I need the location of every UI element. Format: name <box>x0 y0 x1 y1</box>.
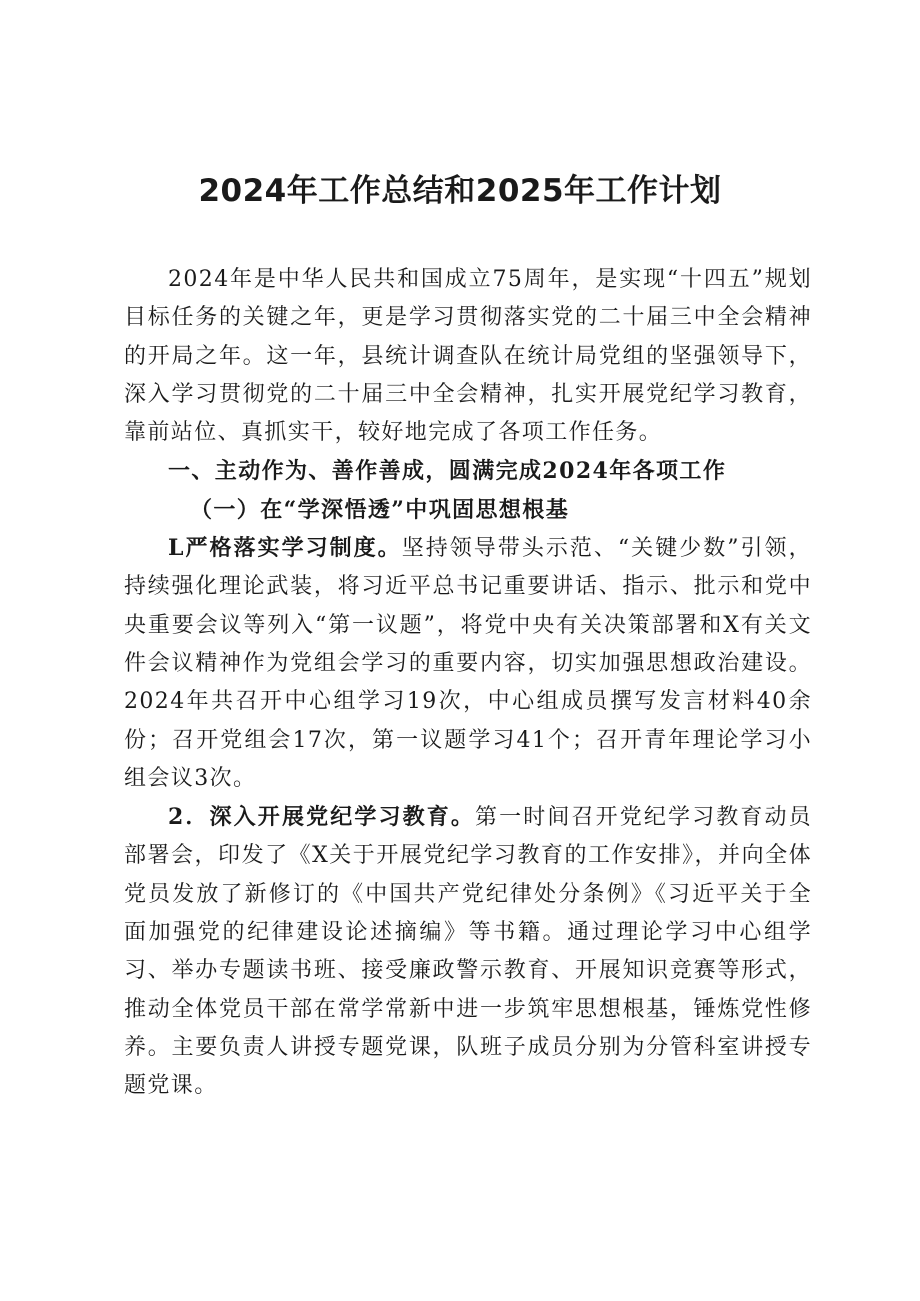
subsection-heading: （一）在“学深悟透”中巩固思想根基 <box>190 496 570 523</box>
document-title: 2024年工作总结和2025年工作计划 <box>198 173 722 209</box>
item-1-paragraph <box>124 529 812 798</box>
item-2-lead: 2．深入开展党纪学习教育。 <box>168 804 475 831</box>
item-2-text: 第一时间召开党纪学习教育动员部署会，印发了《X关于开展党纪学习教育的工作安排》，并向全体党员发放了新修订的《中国共产党纪律处分条例》《习近平关于全面加强党的纪律建设论述摘编》等书籍。通过理论学习中心组学习、举办专题读书班、接受廉政警示教育、开展知识竞赛等形式，推动全体党员干部在常学常新中进一步筑牢思想根基，锤炼党性修养。主要负责人讲授专题党课，队班子成员分别为分管科室讲授专题党课。 <box>124 805 812 1099</box>
item-1-lead: L严格落实学习制度。 <box>168 535 402 562</box>
intro-paragraph: 2024年是中华人民共和国成立75周年，是实现“十四五”规划目标任务的关键之年，更是学习贯彻落实党的二十届三中全会精神的开局之年。这一年，县统计调查队在统计局党组的坚强领导下，深入学习贯彻党的二十届三中全会精神，扎实开展党纪学习教育，靠前站位、真抓实干，较好地完成了各项工作任务。 <box>124 267 812 446</box>
item-2-paragraph <box>124 798 812 1105</box>
document-body <box>124 261 812 1106</box>
section-heading: 一、主动作为、善作善成，圆满完成2024年各项工作 <box>168 458 727 485</box>
item-1-text: 坚持领导带头示范、“关键少数”引领，持续强化理论武装，将习近平总书记重要讲话、指示、批示和党中央重要会议等列入“第一议题”，将党中央有关决策部署和X有关文件会议精神作为党组会学习的重要内容，切实加强思想政治建设。2024年共召开中心组学习19次，中心组成员撰写发言材料40余份；召开党组会17次，第一议题学习41个；召开青年理论学习小组会议3次。 <box>124 536 812 791</box>
